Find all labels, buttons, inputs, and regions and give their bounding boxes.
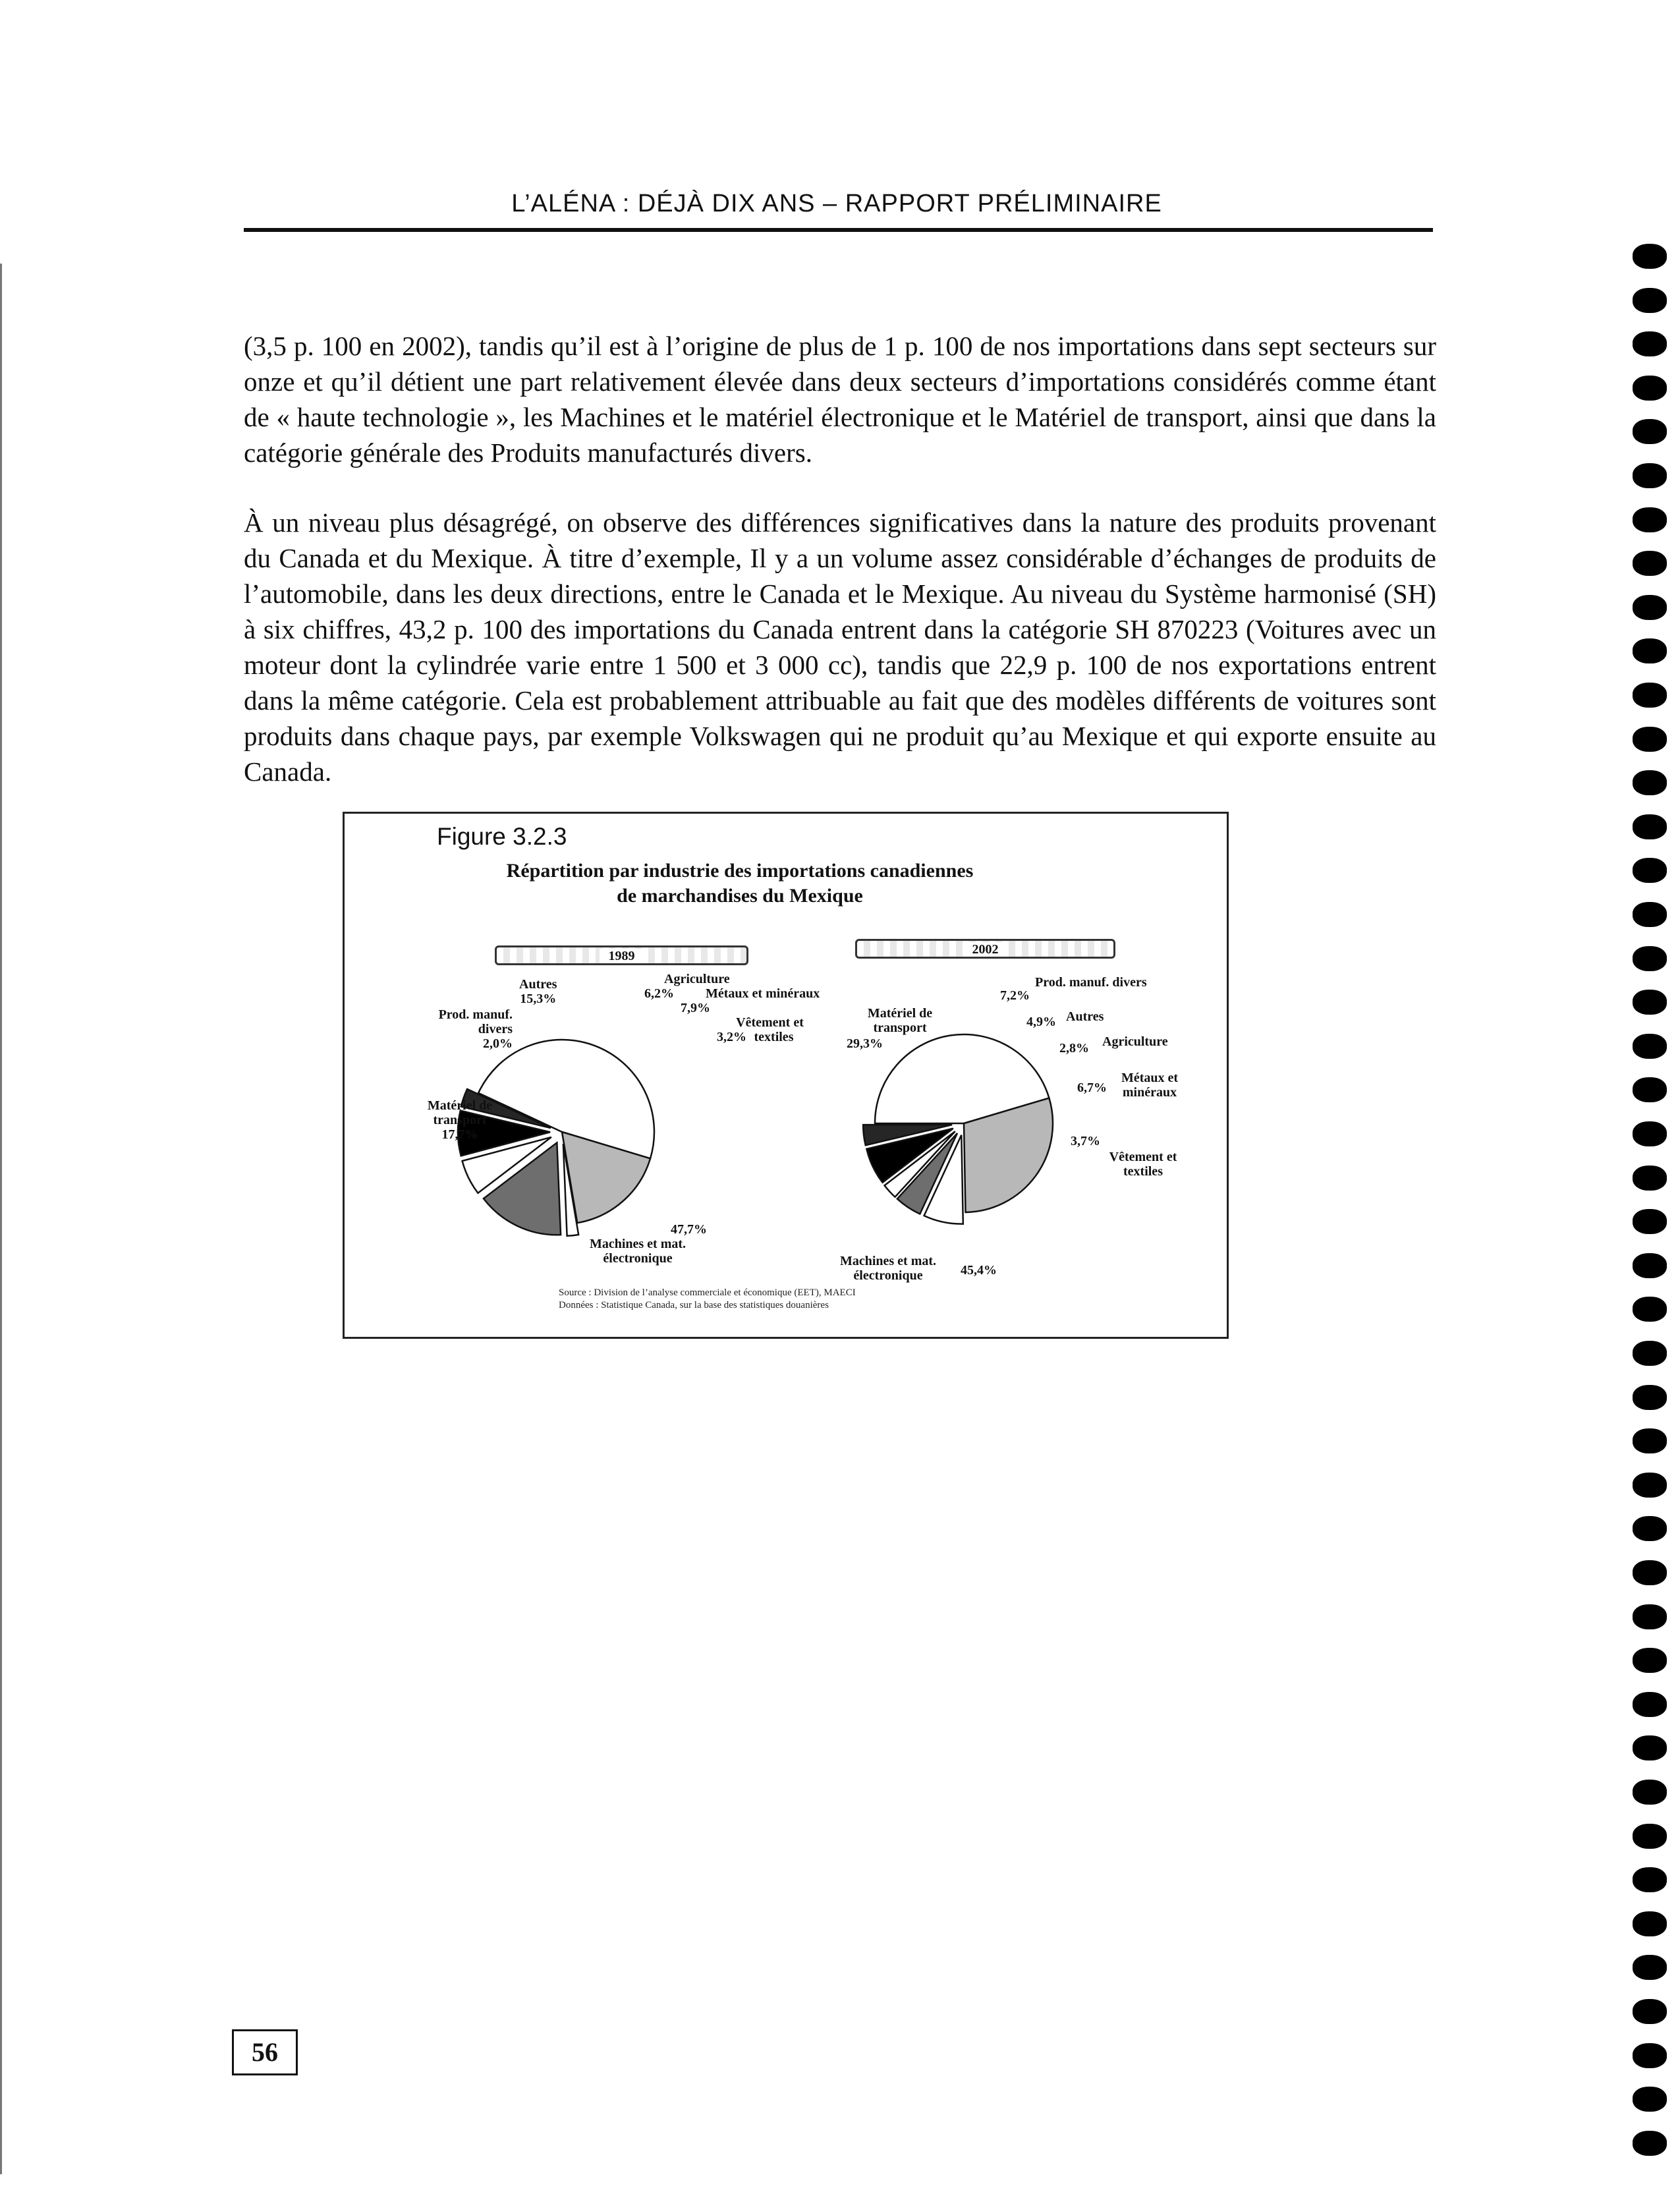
binder-hole	[1633, 1428, 1667, 1453]
label-2002-metaux: Métaux et minéraux	[1121, 1071, 1179, 1100]
binder-hole	[1633, 1867, 1667, 1892]
label-2002-agri-value: 2,8%	[1059, 1041, 1089, 1056]
binder-hole	[1633, 727, 1667, 752]
year-label-1989: 1989	[600, 949, 644, 963]
binder-hole	[1633, 1735, 1667, 1760]
label-1989-vetement: Vêtement et textiles	[736, 1015, 804, 1044]
label-1989-metaux: Métaux et minéraux	[706, 986, 820, 1001]
figure-label: Figure 3.2.3	[437, 823, 567, 850]
binder-hole	[1633, 1473, 1667, 1498]
label-1989-agri-value: 6,2%	[644, 986, 674, 1001]
binder-hole	[1633, 1999, 1667, 2024]
scan-left-edge	[0, 264, 2, 2174]
binder-hole	[1633, 990, 1667, 1015]
label-1989-transport: Matériel de transport 17,7%	[427, 1098, 493, 1142]
binder-hole	[1633, 1648, 1667, 1673]
binder-hole	[1633, 244, 1667, 269]
binder-hole	[1633, 331, 1667, 356]
label-1989-machines-value: 47,7%	[671, 1222, 707, 1237]
binder-hole	[1633, 1604, 1667, 1629]
label-2002-transport: Matériel de transport	[867, 1006, 933, 1035]
binder-hole	[1633, 1341, 1667, 1366]
binder-hole	[1633, 1955, 1667, 1980]
figure-3-2-3	[343, 812, 1229, 1339]
year-label-2002: 2002	[963, 942, 1008, 957]
binder-hole	[1633, 638, 1667, 663]
binder-hole	[1633, 1209, 1667, 1234]
binder-hole	[1633, 419, 1667, 444]
binder-hole	[1633, 946, 1667, 971]
label-1989-agri: Agriculture	[664, 972, 730, 986]
binder-hole	[1633, 1121, 1667, 1146]
label-2002-machines: Machines et mat. électronique	[839, 1254, 937, 1283]
binder-hole	[1633, 1692, 1667, 1717]
label-1989-autres: Autres 15,3%	[519, 977, 557, 1006]
figure-title-line-2: de marchandises du Mexique	[617, 885, 863, 907]
label-2002-prod-value: 7,2%	[1000, 988, 1030, 1003]
label-2002-transport-value: 29,3%	[847, 1036, 883, 1051]
binder-hole	[1633, 1911, 1667, 1936]
label-1989-machines: Machines et mat. électronique	[589, 1237, 686, 1266]
label-2002-agri: Agriculture	[1102, 1034, 1168, 1049]
binder-hole	[1633, 2087, 1667, 2112]
binder-hole	[1633, 1253, 1667, 1278]
binder-hole	[1633, 1560, 1667, 1585]
source-line-2: Données : Statistique Canada, sur la base des statistiques douanières	[559, 1300, 829, 1310]
label-2002-autres: Autres	[1066, 1009, 1104, 1024]
binder-hole	[1633, 902, 1667, 927]
label-1989-prod: Prod. manuf. divers 2,0%	[438, 1007, 513, 1051]
binder-hole	[1633, 814, 1667, 839]
binder-hole	[1633, 1034, 1667, 1059]
binder-hole	[1633, 2043, 1667, 2068]
source-line-1: Source : Division de l’analyse commerciale et économique (EET), MAECI	[559, 1287, 856, 1298]
label-1989-metaux-value: 7,9%	[681, 1001, 710, 1015]
binder-hole	[1633, 770, 1667, 795]
binder-hole	[1633, 1297, 1667, 1322]
paragraph-1: (3,5 p. 100 en 2002), tandis qu’il est à l’origine de plus de 1 p. 100 de nos importations dans sept secteurs sur onze et qu’il détient une part relativement élevée dans deux secteurs d’importations considérés comme étant de « haute technologie », les Machines et le matériel électronique et le Matériel de transport, ainsi que dans la catégorie générale des Produits manufacturés divers.	[244, 331, 1436, 468]
binder-hole	[1633, 858, 1667, 883]
binder-hole	[1633, 507, 1667, 532]
binder-holes	[1633, 244, 1672, 2174]
paragraph-2: À un niveau plus désagrégé, on observe des différences significatives dans la nature des produits provenant du Canada et du Mexique. À titre d’exemple, Il y a un volume assez considérable d’échanges de produits de l’automobile, dans les deux directions, entre le Canada et le Mexique. Au niveau du Système harmonisé (SH) à six chiffres, 43,2 p. 100 des importations du Canada entrent dans la catégorie SH 870223 (Voitures avec un moteur dont la cylindrée varie entre 1 500 et 3 000 cc), tandis que 22,9 p. 100 de nos exportations entrent dans la même catégorie. Cela est probablement attribuable au fait que des modèles différents de voitures sont produits dans chaque pays, par exemple Volkswagen qui ne produit qu’au Mexique et qui exporte ensuite au Canada.	[244, 507, 1436, 787]
binder-hole	[1633, 1077, 1667, 1102]
binder-hole	[1633, 2131, 1667, 2156]
running-header: L’ALÉNA : DÉJÀ DIX ANS – RAPPORT PRÉLIMINAIRE	[511, 190, 1162, 217]
page-number: 56	[232, 2029, 298, 2075]
binder-hole	[1633, 376, 1667, 401]
label-2002-prod: Prod. manuf. divers	[1035, 975, 1147, 990]
label-2002-metaux-value: 6,7%	[1077, 1081, 1107, 1095]
label-2002-autres-value: 4,9%	[1026, 1015, 1056, 1029]
binder-hole	[1633, 1166, 1667, 1191]
binder-hole	[1633, 463, 1667, 488]
figure-title-line-1: Répartition par industrie des importations canadiennes	[506, 860, 974, 882]
label-1989-vetement-value: 3,2%	[717, 1030, 746, 1044]
binder-hole	[1633, 1780, 1667, 1805]
header-rule	[244, 228, 1433, 232]
pie-charts	[345, 814, 1231, 1341]
binder-hole	[1633, 1385, 1667, 1410]
label-2002-vetement-value: 3,7%	[1071, 1134, 1100, 1148]
binder-hole	[1633, 683, 1667, 708]
figure-source	[559, 1287, 856, 1312]
binder-hole	[1633, 595, 1667, 620]
binder-hole	[1633, 551, 1667, 576]
binder-hole	[1633, 1516, 1667, 1541]
binder-hole	[1633, 288, 1667, 313]
label-2002-machines-value: 45,4%	[961, 1263, 997, 1278]
label-2002-vetement: Vêtement et textiles	[1109, 1150, 1177, 1179]
binder-hole	[1633, 1824, 1667, 1849]
